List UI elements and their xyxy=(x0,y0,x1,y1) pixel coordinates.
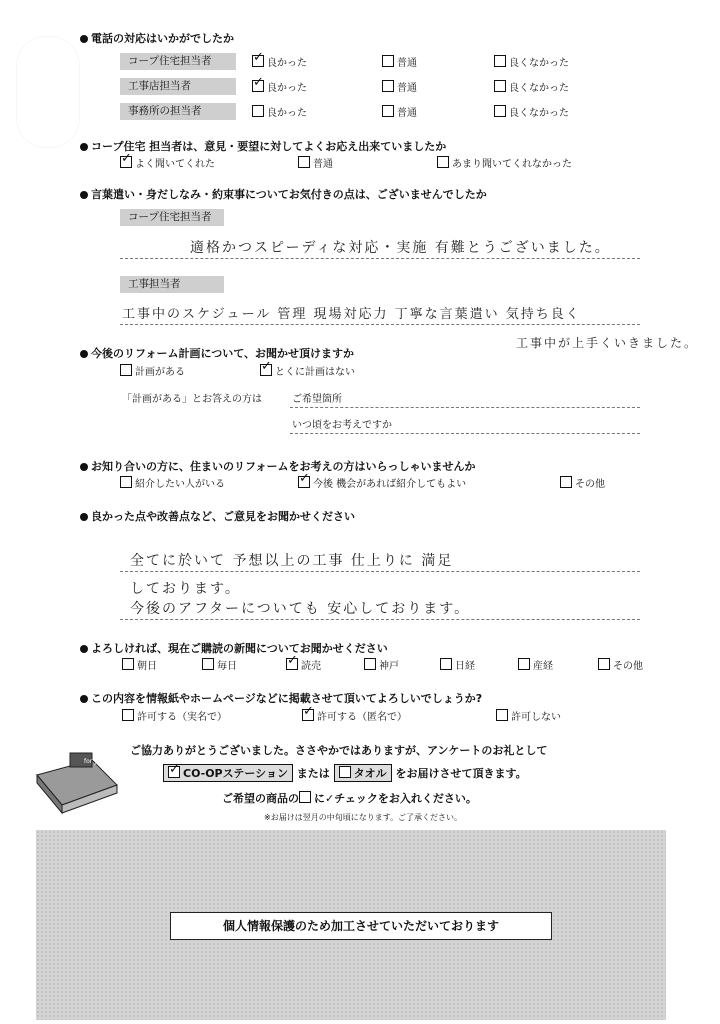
gift-book-illustration xyxy=(32,745,122,815)
q4-place-line xyxy=(290,407,640,408)
gift-choice-row xyxy=(163,764,527,782)
q3-coop-comment: 適格かつスピーディな対応・実施 有難とうございました。 xyxy=(190,240,611,256)
q3-contractor-comment-2: 工事中が上手くいきました。 xyxy=(516,336,699,350)
gift-tag: for you xyxy=(84,758,106,765)
q1-coop-bad[interactable]: 良くなかった xyxy=(494,55,569,71)
q7-title: よろしければ、現在ご購読の新聞についてお聞かせください xyxy=(80,640,388,656)
q7-option-other[interactable]: その他 xyxy=(598,658,643,674)
q5-option-maybe[interactable]: ✓ 今後 機会があれば紹介してもよい xyxy=(298,476,466,492)
q4-option-planned[interactable]: 計画がある xyxy=(120,364,185,380)
q2-option-normal[interactable]: 普通 xyxy=(298,156,333,172)
q1-office-bad[interactable]: 良くなかった xyxy=(494,105,569,121)
coop-station-choice[interactable]: ✓CO-OPステーション xyxy=(163,764,293,782)
q3-coop-label: コープ住宅担当者 xyxy=(120,209,224,226)
q1-row-coop-label: コープ住宅担当者 xyxy=(120,53,236,70)
q7-option-sankei[interactable]: 産経 xyxy=(518,658,553,674)
q6-line-2 xyxy=(120,619,640,620)
q4-place-label: ご希望箇所 xyxy=(292,394,342,405)
q3-contractor-line xyxy=(120,324,640,325)
delivery-note: ※お届けは翌月の中旬頃になります。ご了承ください。 xyxy=(264,813,463,822)
q2-title: コープ住宅 担当者は、意見・要望に対してよくお応え出来ていましたか xyxy=(80,138,446,154)
q8-option-real-name[interactable]: 許可する（実名で） xyxy=(122,709,227,725)
q1-office-good[interactable]: 良かった xyxy=(252,105,307,121)
thanks-line-1: ご協力ありがとうございました。ささやかではありますが、アンケートのお礼として xyxy=(130,744,548,757)
thanks-line-3: ご希望の商品の に✓チェックをお入れください。 xyxy=(222,792,477,805)
q7-option-yomiuri[interactable]: ✓ 読売 xyxy=(286,658,321,674)
q5-title: お知り合いの方に、住まいのリフォームをお考えの方はいらっしゃいませんか xyxy=(80,458,475,474)
or-text: または xyxy=(296,767,330,780)
q5-option-other[interactable]: その他 xyxy=(560,476,605,492)
q7-option-kobe[interactable]: 神戸 xyxy=(364,658,399,674)
q1-contractor-bad[interactable]: 良くなかった xyxy=(494,80,569,96)
q2-option-listened[interactable]: ✓よく聞いてくれた xyxy=(120,156,215,172)
q3-contractor-comment: 工事中のスケジュール 管理 現場対応力 丁寧な言葉遣い 気持ち良く xyxy=(122,307,581,322)
q8-option-no[interactable]: 許可しない xyxy=(496,709,561,725)
q7-option-mainichi[interactable]: 毎日 xyxy=(202,658,237,674)
q1-row-contractor-label: 工事店担当者 xyxy=(120,78,236,95)
q3-coop-line xyxy=(120,258,640,259)
q6-comment-line-1: 全てに於いて 予想以上の工事 仕上りに 満足 xyxy=(130,553,454,569)
check-mark-icon: ✓ xyxy=(325,792,335,805)
privacy-notice: 個人情報保護のため加工させていただいております xyxy=(170,912,552,940)
q7-option-asahi[interactable]: 朝日 xyxy=(122,658,157,674)
q5-option-want-introduce[interactable]: 紹介したい人がいる xyxy=(120,476,225,492)
faded-mascot-illustration xyxy=(16,36,80,148)
q1-contractor-normal[interactable]: 普通 xyxy=(382,80,417,96)
q8-option-anonymous[interactable]: ✓ 許可する（匿名で） xyxy=(302,709,407,725)
q1-contractor-good[interactable]: ✓良かった xyxy=(252,80,307,96)
q1-row-office-label: 事務所の担当者 xyxy=(120,103,236,120)
q6-line-1 xyxy=(120,571,640,572)
q4-follow-label: 「計画がある」とお答えの方は xyxy=(122,394,262,405)
q1-coop-normal[interactable]: 普通 xyxy=(382,55,417,71)
q6-comment-line-2: しております。 xyxy=(130,581,241,597)
q7-option-nikkei[interactable]: 日経 xyxy=(440,658,475,674)
q4-title: 今後のリフォーム計画について、お聞かせ頂けますか xyxy=(80,345,354,361)
q3-contractor-label: 工事担当者 xyxy=(120,276,224,293)
q6-title: 良かった点や改善点など、ご意見をお聞かせください xyxy=(80,508,355,524)
towel-choice[interactable]: タオル xyxy=(334,764,392,782)
q2-option-not-listened[interactable]: あまり聞いてくれなかった xyxy=(437,156,572,172)
q1-title: 電話の対応はいかがでしたか xyxy=(80,30,234,46)
q4-when-label: いつ頃をお考えですか xyxy=(292,420,392,431)
q4-option-no-plan[interactable]: ✓ とくに計画はない xyxy=(260,364,355,380)
q1-coop-good[interactable]: ✓良かった xyxy=(252,55,307,71)
q3-title: 言葉遣い・身だしなみ・約束事についてお気付きの点は、ございませんでしたか xyxy=(80,186,487,202)
q6-comment-line-3: 今後のアフターについても 安心しております。 xyxy=(130,601,471,617)
send-text: をお届けさせて頂きます。 xyxy=(395,767,527,780)
q1-office-normal[interactable]: 普通 xyxy=(382,105,417,121)
q8-title: この内容を情報紙やホームページなどに掲載させて頂いてよろしいでしょうか? xyxy=(80,690,482,706)
q4-when-line xyxy=(290,433,640,434)
